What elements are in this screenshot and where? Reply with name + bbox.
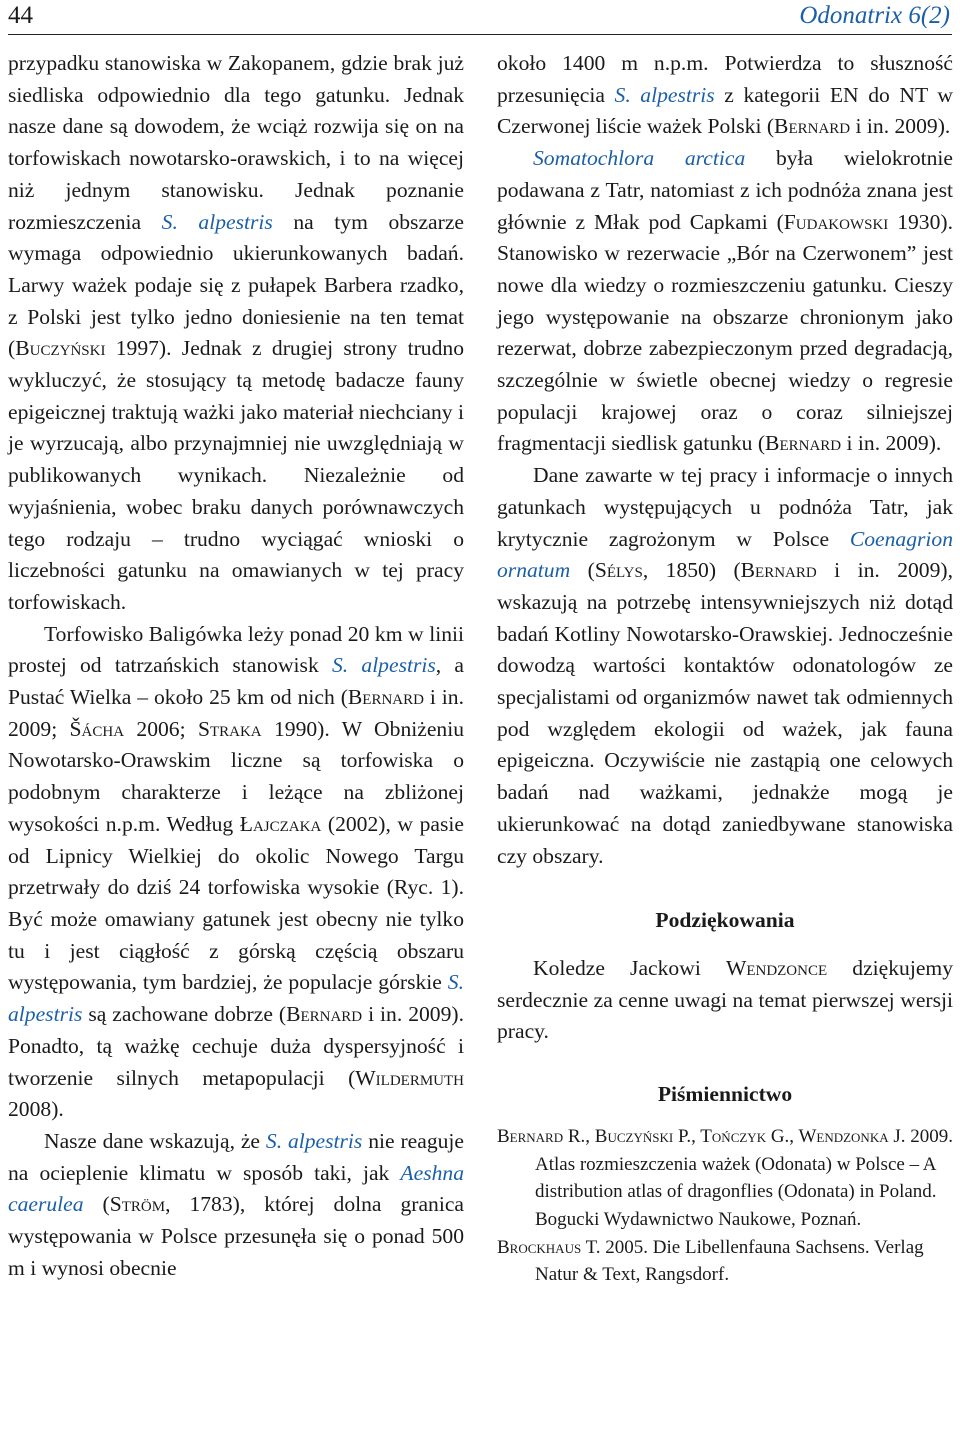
author-name: Šácha <box>69 716 125 741</box>
species-name: S. alpestris <box>265 1128 363 1153</box>
author-name: Bernard <box>774 114 851 139</box>
author-name: Fudakowski <box>783 209 889 234</box>
author-name: Bernard <box>286 1002 363 1027</box>
species-name: Aeshna caerulea <box>8 1160 464 1217</box>
species-name: S. alpestris <box>8 970 464 1027</box>
author-name: Bernard <box>765 431 842 456</box>
acknowledgements-heading: Podziękowania <box>655 908 795 933</box>
author-name: Łajczaka <box>239 811 322 836</box>
author-name: Sélys <box>594 558 643 583</box>
header-rule <box>8 34 952 35</box>
paragraph: Torfowisko Baligówka leży ponad 20 km w linii prostej od tatrzańskich stanowisk S. alpestris, a Pustać Wielka – około 25 km od nich (Bernard i in. 2009; Šácha 2006; Straka 1990). W Obniżeniu Nowotarsko-Orawskim liczne są torfowiska o podobnym charakterze i leżące na zbliżonej wysokości n.p.m. Według Łajczaka (2002), w pasie od Lipnicy Wielkiej do okolic Nowego Targu przetrwały do dziś 24 torfowiska wysokie (Ryc. 1). Być może omawiany gatunek jest obecny nie tylko tu i jest ciągłość z górską częścią obszaru występowania, tym bardziej, że populacje górskie S. alpestris są zachowane dobrze (Bernard i in. 2009). Ponadto, tą ważkę cechuje duża dyspersyjność i tworzenie silnych metapopulacji (Wildermuth 2008). <box>8 621 465 1122</box>
paragraph: około 1400 m n.p.m. Potwierdza to słuszność przesunięcia S. alpestris z kategorii EN do NT w Czerwonej liście ważek Polski (Bernard i in. 2009). <box>497 51 954 139</box>
species-name: S. alpestris <box>614 82 715 107</box>
species-name: S. alpestris <box>161 209 273 234</box>
references-heading: Piśmiennictwo <box>657 1082 793 1107</box>
right-column <box>497 48 953 1289</box>
author-name: Straka <box>197 716 262 741</box>
page-header <box>8 0 952 34</box>
paragraph: Dane zawarte w tej pracy i informacje o innych gatunkach występujących u podnóża Tatr, jak krytycznie zagrożonym w Polsce Coenagrion ornatum (Sélys, 1850) (Bernard i in. 2009), wskazują na potrzebę intensywniejszych niż dotąd badań Kotliny Nowotarsko-Orawskiej. Jednocześnie dowodzą wartości kontaktów odonatologów ze specjalistami od organizmów nawet tak odmiennych pod względem ekologii od ważek, jak fauna epigeiczna. Oczywiście nie zastąpią one celowych badań nad ważkami, jednakże mogą je ukierunkować na dotąd zaniedbywane stanowiska czy obszary. <box>497 463 953 868</box>
author-name: Bernard <box>740 558 817 583</box>
author-name: Bernard <box>347 685 424 710</box>
paragraph: przypadku stanowiska w Zakopanem, gdzie brak już siedliska odpowiednio dla tego gatunku. Jednak nasze dane są dowodem, że wciąż rozwija się on na torfowiskach nowotarsko-orawskich, i to na więcej niż jednym stanowisku. Jednak poznanie rozmieszczenia S. alpestris na tym obszarze wymaga odpowiednio ukierunkowanych badań. Larwy ważek podaje się z pułapek Barbera rzadko, z Polski jest tylko jedno doniesienie na ten temat (Buczyński 1997). Jednak z drugiej strony trudno wykluczyć, że stosujący tą metodę badacze fauny epigeicznej traktują ważki jako materiał niechciany i je wyrzucają, albo przynajmniej nie uwzględniają w publikowanych wynikach. Niezależnie od wyjaśnienia, wobec braku danych porównawczych tego rodzaju – trudno wyciągać wnioski o liczebności gatunku na omawianych w tej pracy torfowiskach. <box>8 51 464 614</box>
reference-item: Brockhaus T. 2005. Die Libellenfauna Sachsens. Verlag Natur & Text, Rangsdorf. <box>497 1236 924 1286</box>
species-name: S. alpestris <box>331 653 436 678</box>
author-name: Wendzonce <box>725 955 828 980</box>
author-name: Wildermuth <box>355 1065 464 1090</box>
reference-item: Bernard R., Buczyński P., Tończyk G., Wendzonka J. 2009. Atlas rozmieszczenia ważek (Odonata) w Polsce – A distribution atlas of dragonflies (Odonata) in Poland. Bogucki Wydawnictwo Naukowe, Poznań. <box>497 1125 953 1230</box>
acknowledgements-text: Koledze Jackowi Wendzonce dziękujemy serdecznie za cenne uwagi na temat pierwszej wersji pracy. <box>497 955 954 1044</box>
reference-authors: Brockhaus T. <box>497 1236 601 1258</box>
author-name: Buczyński <box>15 336 106 361</box>
paragraph: Nasze dane wskazują, że S. alpestris nie reaguje na ocieplenie klimatu w sposób taki, jak Aeshna caerulea (Ström, 1783), której dolna granica występowania w Polsce przesunęła się o ponad 500 m i wynosi obecnie <box>8 1128 465 1280</box>
species-name: Coenagrion ornatum <box>497 526 953 583</box>
journal-title: Odonatrix 6(2) <box>799 2 950 29</box>
species-name: Somatochlora arctica <box>533 146 746 171</box>
page-number: 44 <box>8 2 33 29</box>
reference-authors: Bernard R., Buczyński P., Tończyk G., Wendzonka J. <box>497 1125 906 1147</box>
left-column <box>8 48 464 1284</box>
author-name: Ström <box>109 1192 166 1217</box>
paragraph: Somatochlora arctica była wielokrotnie podawana z Tatr, natomiast z ich podnóża znana jest głównie z Młak pod Capkami (Fudakowski 1930). Stanowisko w rezerwacie „Bór na Czerwonem” jest nowe dla wiedzy o rozmieszczeniu gatunku. Cieszy jego występowanie na obszarze chronionym jako rezerwat, dobrze zabezpieczonym przed degradacją, szczególnie w świetle obecnej wiedzy o regresie populacji krajowej oraz o coraz silniejszej fragmentacji siedlisk gatunku (Bernard i in. 2009). <box>497 146 953 456</box>
